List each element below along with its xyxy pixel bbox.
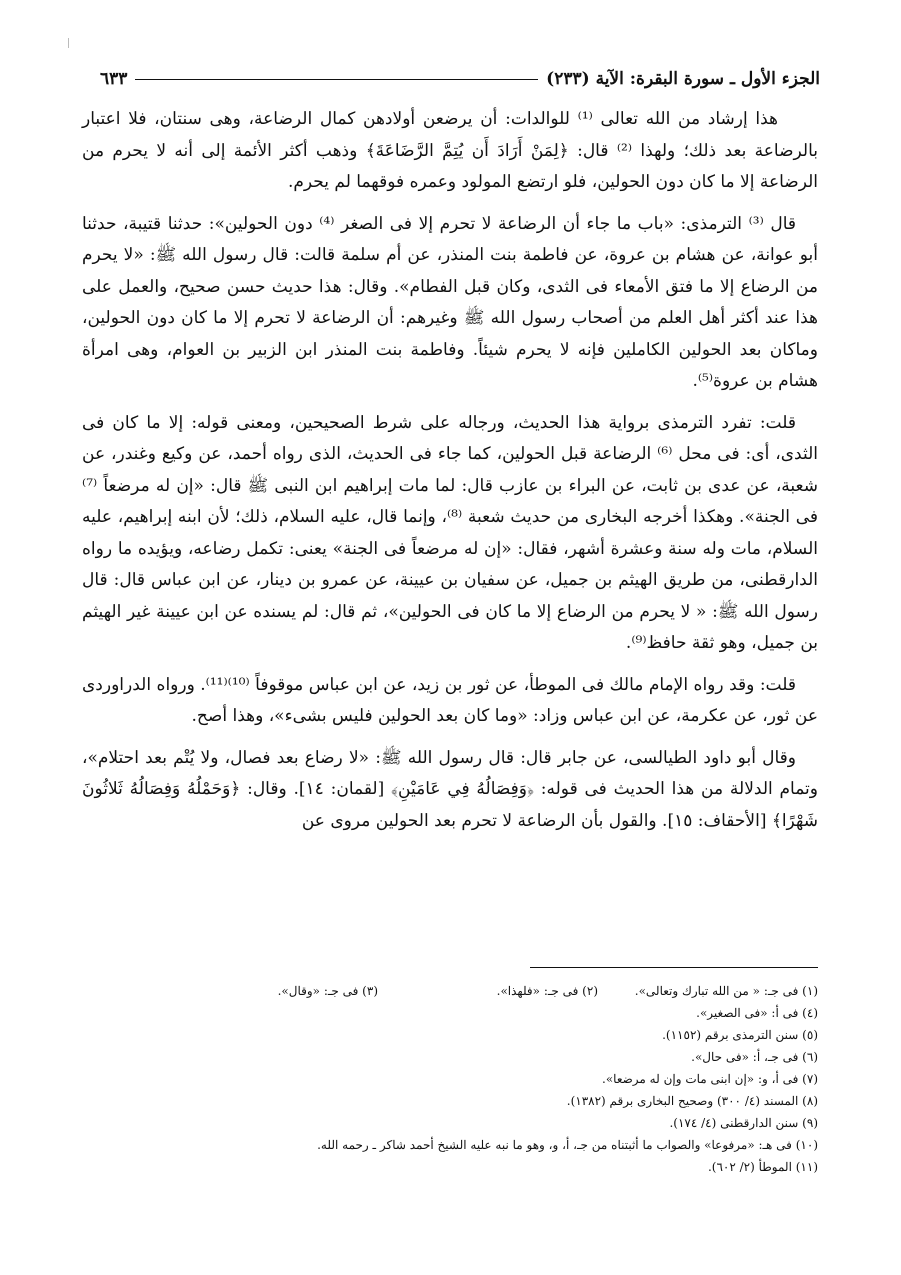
margin-mark bbox=[68, 38, 69, 48]
footnote-row bbox=[150, 980, 818, 1002]
footnote-3: (٣) فى جـ: «وقال». bbox=[277, 984, 378, 998]
header-rule bbox=[135, 79, 538, 80]
page-number: ٦٣٣ bbox=[100, 69, 128, 89]
paragraph-5: وقال أبو داود الطيالسى، عن جابر قال: قال رسول الله ﷺ: «لا رضاع بعد فصال، ولا يُتْم بعد احتلام»، وتمام الدلالة من هذا الحديث فى قوله: ﴿وَفِصَالُهُ فِي عَامَيْنِ﴾ [لقمان: ١٤]. وقال: ﴿وَحَمْلُهُ وَفِصَالُهُ ثَلاثُونَ شَهْرًا﴾ [الأحقاف: ١٥]. والقول بأن الرضاعة لا تحرم بعد الحولين مروى عن bbox=[82, 747, 818, 831]
footnote-6: (٦) فى جـ، أ: «فى حال». bbox=[691, 1050, 818, 1064]
footnote-8: (٨) المسند (٤/ ٣٠٠) وصحيح البخارى برقم (١٣٨٢). bbox=[566, 1094, 818, 1108]
footnote-9: (٩) سنن الدارقطنى (٤/ ١٧٤). bbox=[669, 1116, 818, 1130]
footnote-7: (٧) فى أ، و: «إن ابنى مات وإن له مرضعا». bbox=[602, 1072, 818, 1086]
footnote-5: (٥) سنن الترمذى برقم (١١٥٢). bbox=[662, 1028, 818, 1042]
header-title: الجزء الأول ـ سورة البقرة: الآية (٢٣٣) bbox=[546, 69, 820, 89]
footnote-4: (٤) فى أ: «فى الصغير». bbox=[696, 1006, 818, 1020]
footnote-2: (٢) فى جـ: «فلهذا». bbox=[496, 984, 598, 998]
paragraph-3: قلت: تفرد الترمذى برواية هذا الحديث، ورجاله على شرط الصحيحين، ومعنى قوله: إلا ما كان فى الثدى، أى: فى محل ⁽⁶⁾ الرضاعة قبل الحولين، كما جاء فى الحديث، الذى رواه أحمد، عن وكيع وغندر، عن شعبة، عن عدى بن ثابت، عن البراء بن عازب قال: لما مات إبراهيم ابن النبى ﷺ قال: «إن له مرضعاً ⁽⁷⁾ فى الجنة». وهكذا أخرجه البخارى من حديث شعبة ⁽⁸⁾، وإنما قال، عليه السلام، ذلك؛ لأن ابنه إبراهيم، عليه السلام، مات وله سنة وعشرة أشهر، فقال: «إن له مرضعاً فى الجنة» يعنى: تكمل رضاعه، ويؤيده ما رواه الدارقطنى، من طريق الهيثم بن جميل، عن سفيان بن عيينة، عن عمرو بن دينار، عن ابن عباس قال: قال رسول الله ﷺ: « لا يحرم من الرضاع إلا ما كان فى الحولين»، ثم قال: لم يسنده عن ابن عيينة غير الهيثم بن جميل، وهو ثقة حافظ⁽⁹⁾. bbox=[82, 412, 819, 653]
footnote-separator bbox=[530, 967, 818, 968]
footnote-1: (١) فى جـ: « من الله تبارك وتعالى». bbox=[634, 984, 818, 998]
main-text bbox=[82, 104, 818, 847]
running-header bbox=[100, 64, 820, 94]
paragraph-4: قلت: وقد رواه الإمام مالك فى الموطأ، عن ثور بن زيد، عن ابن عباس موقوفاً ⁽¹⁰⁾⁽¹¹⁾. ورواه الدراوردى عن ثور، عن عكرمة، عن ابن عباس وزاد: «وما كان بعد الحولين فليس بشىء»، وهذا أصح. bbox=[82, 674, 818, 726]
paragraph-2: قال ⁽³⁾ الترمذى: «باب ما جاء أن الرضاعة لا تحرم إلا فى الصغر ⁽⁴⁾ دون الحولين»: حدثنا قتيبة، حدثنا أبو عوانة، عن هشام بن عروة، عن فاطمة بنت المنذر، عن أم سلمة قالت: قال رسول الله ﷺ: «لا يحرم من الرضاع إلا ما فتق الأمعاء فى الثدى، وكان قبل الفطام». وقال: هذا حديث حسن صحيح، والعمل على هذا عند أكثر أهل العلم من أصحاب رسول الله ﷺ وغيرهم: أن الرضاعة لا تحرم إلا ما كان دون الحولين، وماكان بعد الحولين الكاملين فإنه لا يحرم شيئاً. وفاطمة بنت المنذر ابن الزبير بن العوام، وهى امرأة هشام بن عروة⁽⁵⁾. bbox=[82, 213, 818, 391]
footnotes bbox=[150, 980, 818, 1178]
footnote-11: (١١) الموطأ (٢/ ٦٠٢). bbox=[707, 1160, 818, 1174]
footnote-10: (١٠) فى هـ: «مرفوعا» والصواب ما أثبتناه من جـ، أ، و، وهو ما نبه عليه الشيخ أحمد شاكر ـ رحمه الله. bbox=[317, 1138, 818, 1152]
paragraph-1: هذا إرشاد من الله تعالى ⁽¹⁾ للوالدات: أن يرضعن أولادهن كمال الرضاعة، وهى سنتان، فلا اعتبار بالرضاعة بعد ذلك؛ ولهذا ⁽²⁾ قال: ﴿لِمَنْ أَرَادَ أَن يُتِمَّ الرَّضَاعَةَ﴾ وذهب أكثر الأئمة إلى أنه لا يحرم من الرضاعة إلا ما كان دون الحولين، فلو ارتضع المولود وعمره فوقهما لم يحرم. bbox=[82, 109, 819, 192]
